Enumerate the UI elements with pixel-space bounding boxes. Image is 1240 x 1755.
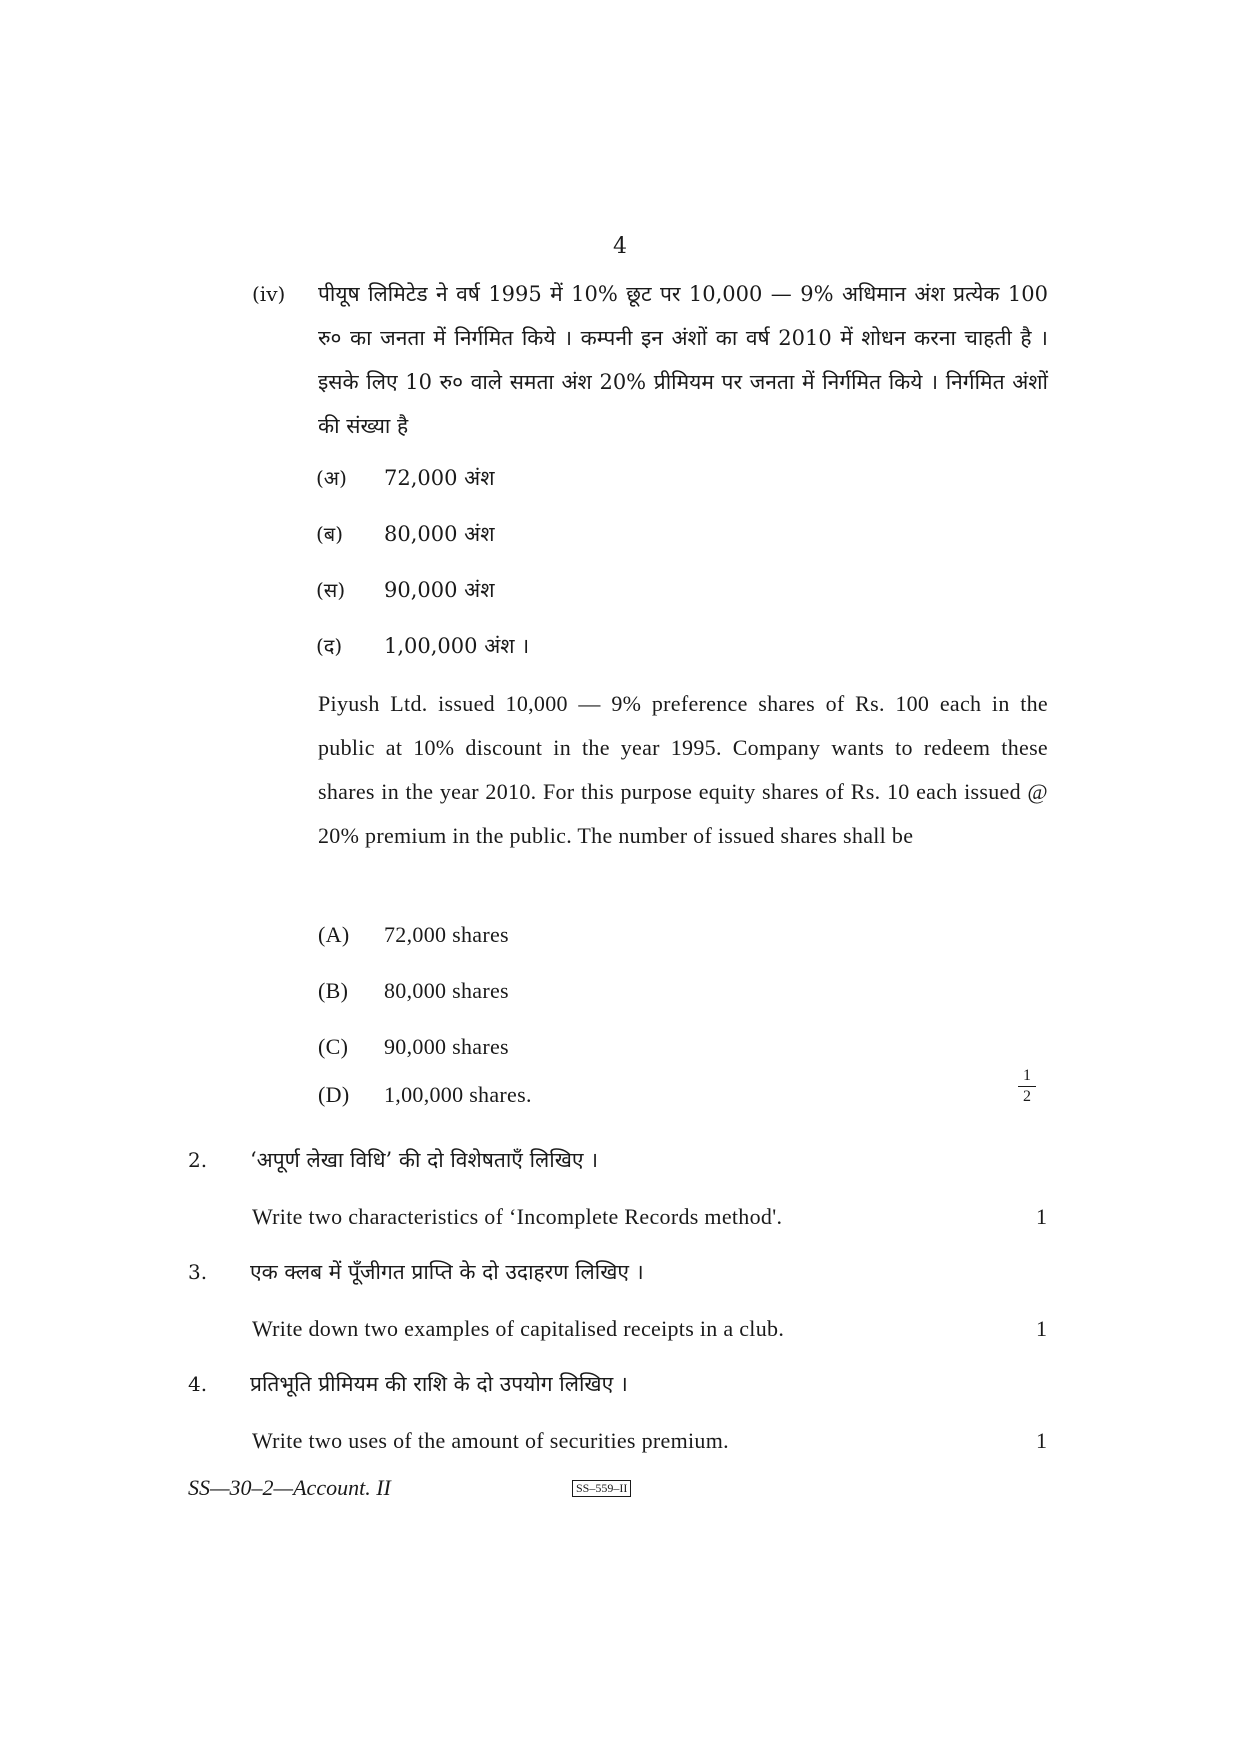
question-marks: 1: [1036, 1204, 1047, 1229]
question-marks: 1: [1036, 1316, 1047, 1341]
question-label-iv: (iv): [252, 282, 286, 306]
question-number: 2.: [188, 1148, 208, 1172]
question-hindi-text: एक क्लब में पूँजीगत प्राप्ति के दो उदाहरण लिखिए ।: [250, 1260, 644, 1284]
hindi-option-text: 90,000 अंश: [384, 578, 495, 602]
hindi-option-text: 80,000 अंश: [384, 522, 495, 546]
question-english-text: Write two characteristics of ‘Incomplete Records method'.: [252, 1204, 783, 1229]
hindi-option-label: (ब): [316, 522, 344, 546]
marks-numerator: 1: [1023, 1067, 1031, 1084]
english-option-text: 90,000 shares: [384, 1034, 509, 1059]
question-hindi-text: ‘अपूर्ण लेखा विधि’ की दो विशेषताएँ लिखिए ।: [250, 1148, 599, 1172]
english-option-label: (B): [318, 978, 349, 1003]
english-option-label: (C): [318, 1034, 349, 1059]
question-marks: 1: [1036, 1428, 1047, 1453]
question-number: 3.: [188, 1260, 208, 1284]
english-option-text: 80,000 shares: [384, 978, 509, 1003]
hindi-option-text: 1,00,000 अंश ।: [384, 634, 530, 658]
fraction-bar: [1018, 1086, 1036, 1087]
hindi-option-text: 72,000 अंश: [384, 466, 495, 490]
question-iv-english-text: Piyush Ltd. issued 10,000 — 9% preference shares of Rs. 100 each in the public at 10% discount in the year 1995. Company wants to redeem these shares in the year 2010. For this purpose equity shares of Rs. 10 each issued @ 20% premium in the public. The number of issued shares shall be: [318, 691, 1048, 848]
paper-serial-box: SS–559–II: [572, 1480, 631, 1497]
question-hindi-text: प्रतिभूति प्रीमियम की राशि के दो उपयोग लिखिए ।: [250, 1372, 628, 1396]
english-option-text: 72,000 shares: [384, 922, 509, 947]
english-option-label: (D): [318, 1082, 350, 1107]
hindi-option-label: (स): [316, 578, 346, 602]
english-option-text: 1,00,000 shares.: [384, 1082, 532, 1107]
english-option-label: (A): [318, 922, 350, 947]
question-english-text: Write down two examples of capitalised receipts in a club.: [252, 1316, 785, 1341]
hindi-option-label: (अ): [316, 466, 347, 490]
marks-fraction: [1016, 1067, 1038, 1106]
paper-code: SS—30–2—Account. II: [188, 1475, 391, 1500]
page-number: 4: [613, 234, 627, 259]
question-number: 4.: [188, 1372, 208, 1396]
question-iv-hindi-text: पीयूष लिमिटेड ने वर्ष 1995 में 10% छूट पर 10,000 — 9% अधिमान अंश प्रत्येक 100 रु० का जनता में निर्गमित किये । कम्पनी इन अंशों का वर्ष 2010 में शोधन करना चाहती है । इसके लिए 10 रु० वाले समता अंश 20% प्रीमियम पर जनता में निर्गमित किये । निर्गमित अंशों की संख्या है: [318, 282, 1048, 438]
hindi-option-label: (द): [316, 634, 343, 658]
question-english-text: Write two uses of the amount of securities premium.: [252, 1428, 729, 1453]
marks-denominator: 2: [1023, 1088, 1031, 1105]
